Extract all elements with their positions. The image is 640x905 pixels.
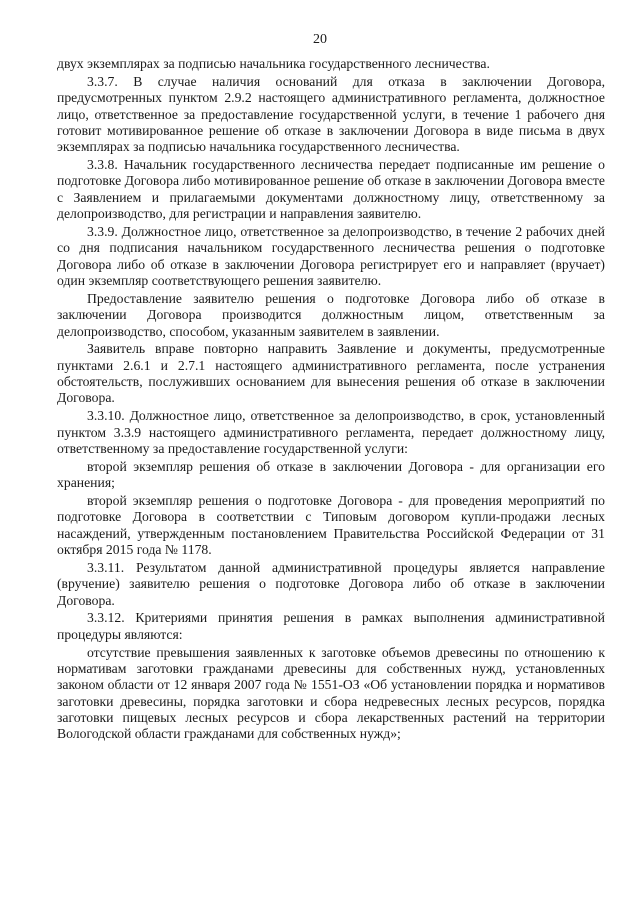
page-number: 20 bbox=[313, 32, 327, 47]
paragraph-continuation: двух экземплярах за подписью начальника государственного лесничества. bbox=[57, 56, 490, 71]
paragraph-3-3-12: 3.3.12. Критериями принятия решения в рамках выполнения административной процедуры являются: bbox=[57, 610, 605, 642]
paragraph-3-3-8: 3.3.8. Начальник государственного лесничества передает подписанные им решение о подготовке Договора либо мотивированное решение об отказе в заключении Договора вместе с Заявлением и прилагаемыми документами должностному лицу, ответственному за делопроизводство, для регистрации и направления заявителю. bbox=[57, 157, 605, 222]
paragraph-3-3-9: 3.3.9. Должностное лицо, ответственное за делопроизводство, в течение 2 рабочих дней со дня подписания начальником государственного лесничества решения о подготовке Договора либо об отказе в заключении Договора регистрирует его и направляет (вручает) один экземпляр соответствующего решения заявителю. bbox=[57, 223, 605, 288]
paragraph-delivery: Предоставление заявителю решения о подготовке Договора либо об отказе в заключении Договора производится должностным лицом, ответственным за делопроизводство, способом, указанным заявителем в заявлении. bbox=[57, 290, 605, 339]
paragraph-criteria: отсутствие превышения заявленных к заготовке объемов древесины по отношению к нормативам заготовки гражданами древесины для собственных нужд, установленных законом области от 12 января 2007 года № 1551-ОЗ «Об установлении порядка и нормативов заготовки древесины, порядка заготовки и сбора недревесных лесных ресурсов, порядка заготовки пищевых лесных ресурсов и сбора лекарственных растений на территории Вологодской области гражданами для собственных нужд»; bbox=[57, 644, 605, 742]
paragraph-3-3-7: 3.3.7. В случае наличия оснований для отказа в заключении Договора, предусмотренных пунктом 2.9.2 настоящего административного регламента, должностное лицо, ответственное за предоставление государственной услуги, в течение 1 рабочего дня готовит мотивированное решение об отказе в заключении Договора в виде письма в двух экземплярах за подписью начальника государственного лесничества. bbox=[57, 73, 605, 155]
paragraph-resubmission: Заявитель вправе повторно направить Заявление и документы, предусмотренные пунктами 2.6.1 и 2.7.1 настоящего административного регламента, после устранения обстоятельств, послуживших основанием для вынесения решения об отказе в заключении Договора. bbox=[57, 341, 605, 406]
page-body bbox=[57, 56, 605, 744]
paragraph-3-3-10: 3.3.10. Должностное лицо, ответственное за делопроизводство, в срок, установленный пунктом 3.3.9 настоящего административного регламента, передает должностному лицу, ответственному за предоставление государственной услуги: bbox=[57, 408, 605, 456]
paragraph-refusal-copy: второй экземпляр решения об отказе в заключении Договора - для организации его хранения; bbox=[57, 458, 605, 491]
paragraph-3-3-11: 3.3.11. Результатом данной административной процедуры является направление (вручение) заявителю решения о подготовке Договора либо об отказе в заключении Договора. bbox=[57, 559, 605, 608]
paragraph-preparation-copy: второй экземпляр решения о подготовке Договора - для проведения мероприятий по подготовке Договора в соответствии с Типовым договором купли-продажи лесных насаждений, утвержденным постановлением Правительства Российской Федерации от 31 октября 2015 года № 1178. bbox=[57, 492, 605, 557]
